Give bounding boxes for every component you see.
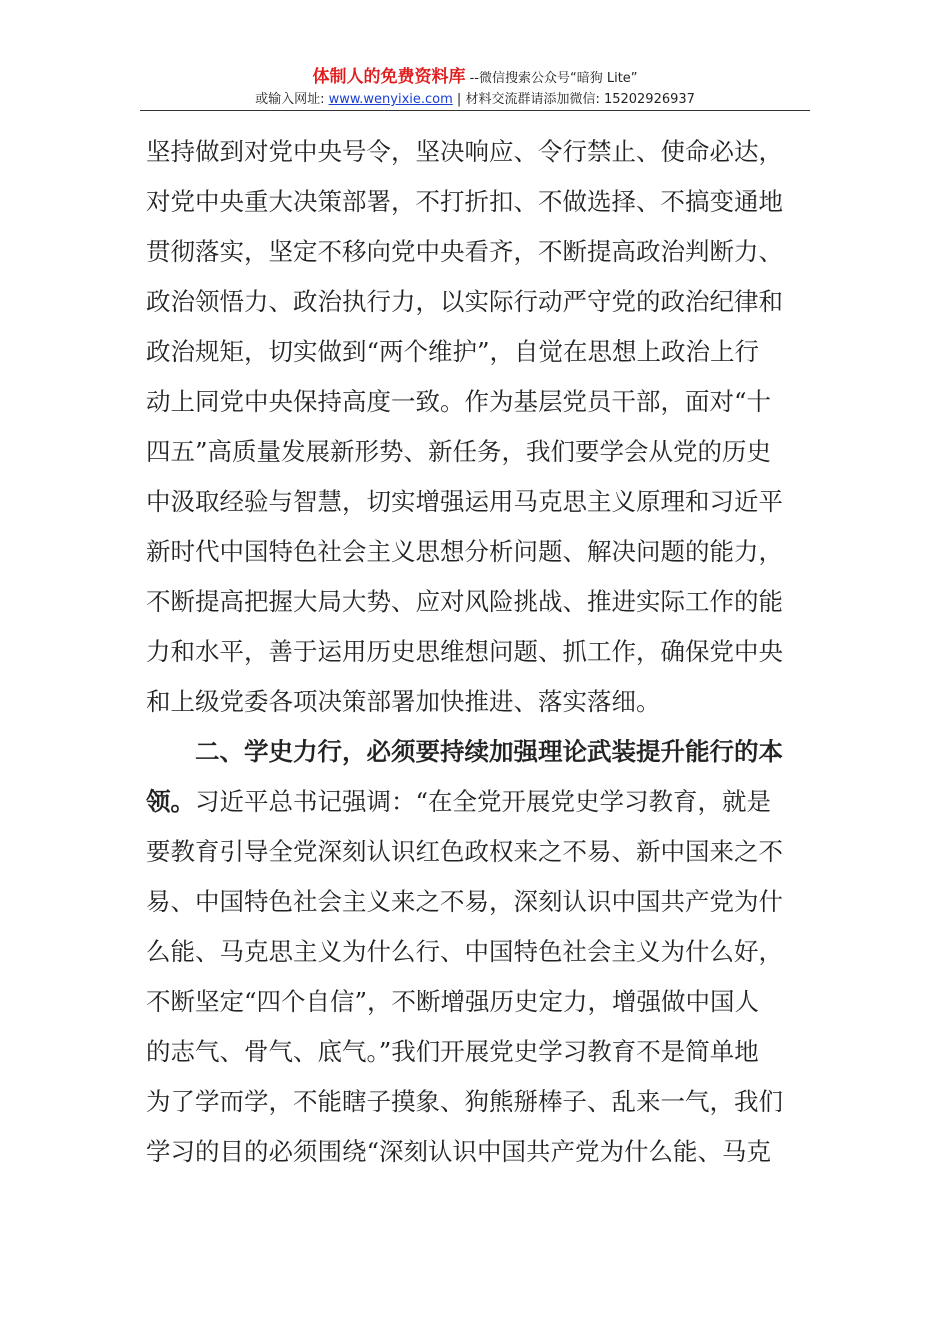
section-heading-tail: 领。 (146, 787, 195, 816)
text-line: 政治领悟力、政治执行力，以实际行动严守党的政治纪律和 (146, 287, 783, 316)
header-url-prefix: 或输入网址: (255, 92, 329, 107)
header-contact-line (140, 90, 810, 110)
header-divider (140, 110, 810, 111)
text-line: 和上级党委各项决策部署加快推进、落实落细。 (146, 687, 661, 716)
text-line: 四五”高质量发展新形势、新任务，我们要学会从党的历史 (146, 437, 772, 466)
brand-title: 体制人的免费资料库 (312, 67, 466, 87)
document-body (146, 127, 810, 1177)
header-tagline: --微信搜索公众号“暗狗 Lite” (465, 71, 638, 86)
text-line: 新时代中国特色社会主义思想分析问题、解决问题的能力， (146, 537, 783, 566)
text-line: 易、中国特色社会主义来之不易，深刻认识中国共产党为什 (146, 887, 783, 916)
header-contact-suffix: | 材料交流群请添加微信: 15202926937 (452, 92, 695, 107)
text-line: 么能、马克思主义为什么行、中国特色社会主义为什么好， (146, 937, 783, 966)
text-line: 为了学而学，不能瞎子摸象、狗熊掰棒子、乱来一气，我们 (146, 1087, 783, 1116)
text-line: 不断坚定“四个自信”，不断增强历史定力，增强做中国人 (146, 987, 760, 1016)
text-line: 要教育引导全党深刻认识红色政权来之不易、新中国来之不 (146, 837, 783, 866)
header-title-line (140, 66, 810, 90)
text-line: 对党中央重大决策部署，不打折扣、不做选择、不搞变通地 (146, 187, 783, 216)
text-line: 力和水平，善于运用历史思维想问题、抓工作，确保党中央 (146, 637, 783, 666)
page-header (140, 66, 810, 110)
text-line: 动上同党中央保持高度一致。作为基层党员干部，面对“十 (146, 387, 772, 416)
section-heading: 二、学史力行，必须要持续加强理论武装提升能行的本 (195, 737, 783, 766)
text-line: 不断提高把握大局大势、应对风险挑战、推进实际工作的能 (146, 587, 783, 616)
text-segment: 习近平总书记强调：“在全党开展党史学习教育，就是 (195, 787, 772, 816)
text-line: 政治规矩，切实做到“两个维护”，自觉在思想上政治上行 (146, 337, 760, 366)
text-line: 的志气、骨气、底气。”我们开展党史学习教育不是简单地 (146, 1037, 759, 1066)
text-line: 中汲取经验与智慧，切实增强运用马克思主义原理和习近平 (146, 487, 783, 516)
text-line: 贯彻落实，坚定不移向党中央看齐，不断提高政治判断力、 (146, 237, 783, 266)
text-line: 坚持做到对党中央号令，坚决响应、令行禁止、使命必达， (146, 137, 783, 166)
heading-continuation-line (146, 777, 810, 827)
text-line: 学习的目的必须围绕“深刻认识中国共产党为什么能、马克 (146, 1137, 772, 1166)
website-link[interactable]: www.wenyixie.com (328, 92, 453, 107)
